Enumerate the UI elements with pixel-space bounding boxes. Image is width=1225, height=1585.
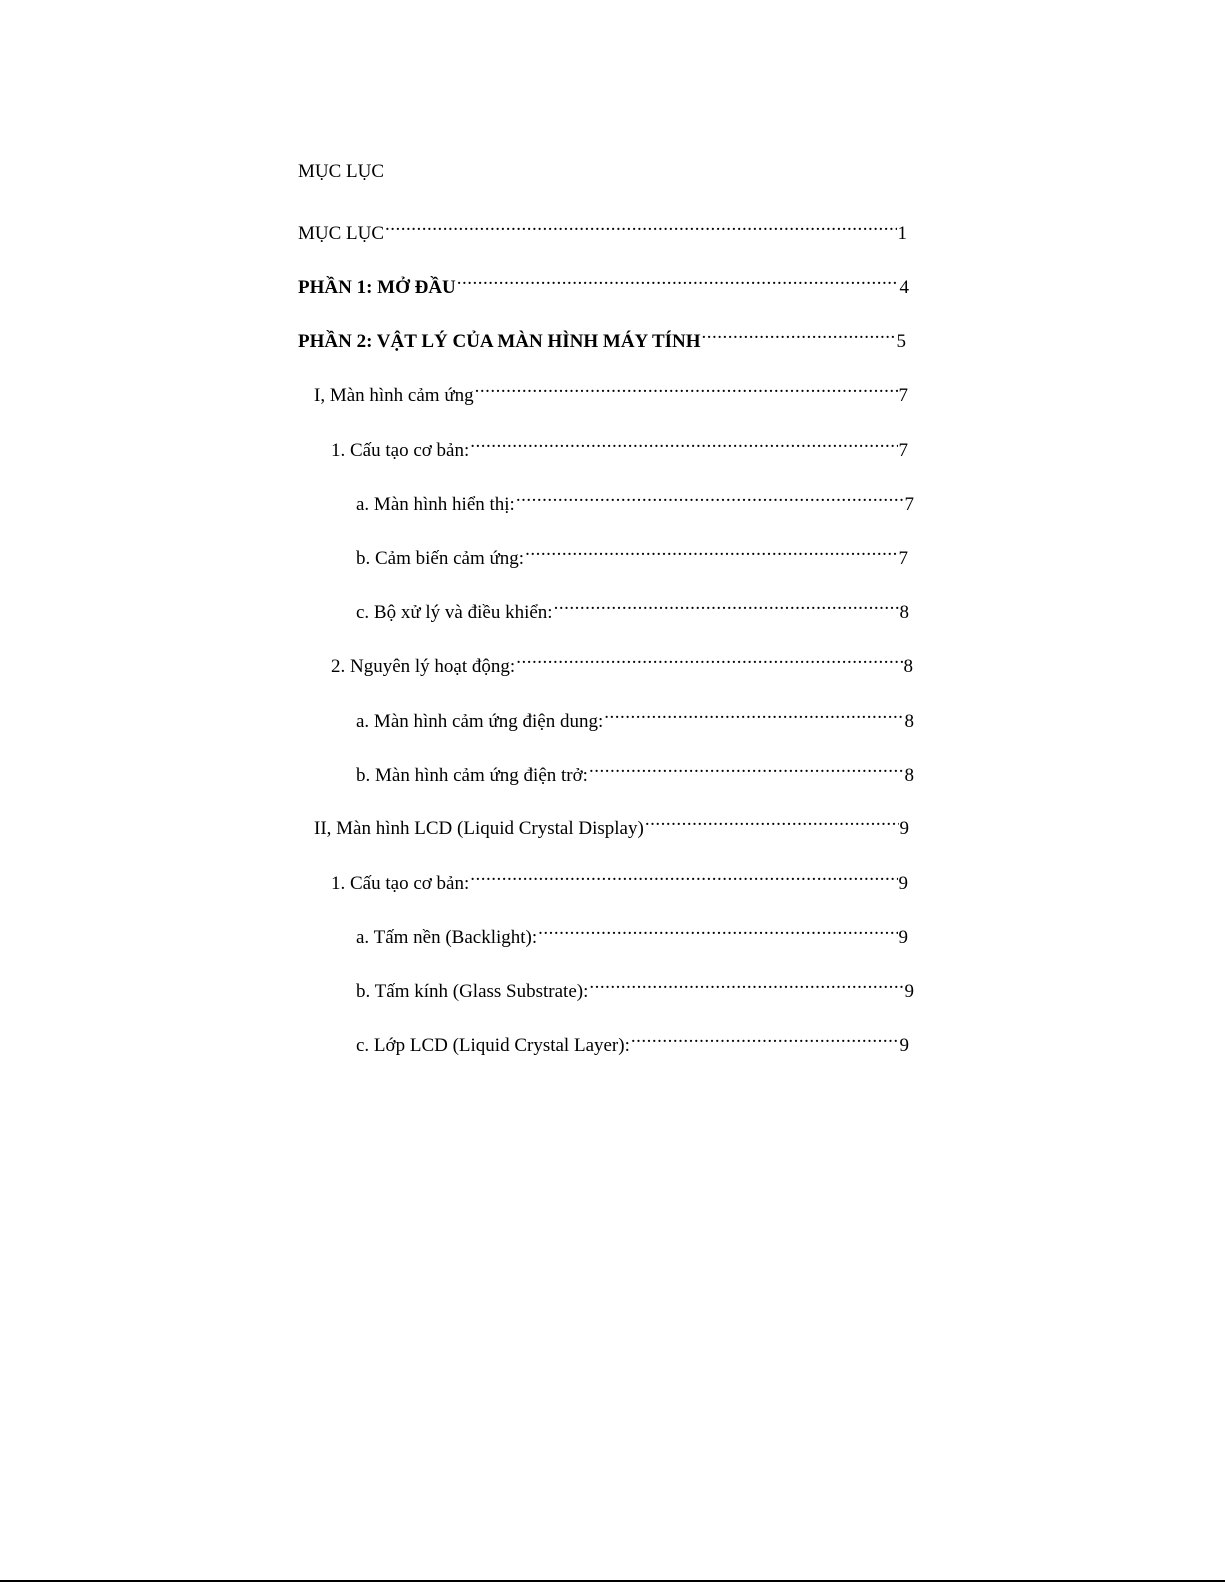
toc-entry[interactable] xyxy=(356,482,914,515)
toc-dot-leader xyxy=(631,1023,899,1051)
toc-entry-label: c. Lớp LCD (Liquid Crystal Layer): xyxy=(356,1035,630,1056)
toc-dot-leader xyxy=(554,590,899,618)
toc-dot-leader xyxy=(470,861,897,889)
toc-page-number: 9 xyxy=(899,818,909,839)
toc-entry[interactable] xyxy=(356,699,914,732)
toc-entry-label: 1. Cấu tạo cơ bản: xyxy=(331,873,470,894)
toc-entry[interactable] xyxy=(314,806,909,839)
toc-entry-label: I, Màn hình cảm ứng xyxy=(314,385,474,406)
toc-entry-label: b. Tấm kính (Glass Substrate): xyxy=(356,981,589,1002)
toc-page-number: 1 xyxy=(897,223,907,244)
toc-entry[interactable] xyxy=(314,373,908,406)
toc-entry[interactable] xyxy=(298,211,907,244)
toc-page-number: 9 xyxy=(898,927,908,948)
toc-page-number: 5 xyxy=(896,331,906,352)
toc-entry[interactable] xyxy=(356,915,908,948)
toc-dot-leader xyxy=(516,482,904,510)
toc-entry-label: PHẦN 1: MỞ ĐẦU xyxy=(298,277,456,298)
toc-entry[interactable] xyxy=(331,644,913,677)
toc-entry-label: 2. Nguyên lý hoạt động: xyxy=(331,656,516,677)
toc-entry[interactable] xyxy=(298,319,906,352)
toc-entry[interactable] xyxy=(356,590,909,623)
toc-entry[interactable] xyxy=(331,428,908,461)
toc-entry-label: b. Màn hình cảm ứng điện trở: xyxy=(356,765,588,786)
toc-page-number: 9 xyxy=(899,1035,909,1056)
toc-page-number: 8 xyxy=(904,711,914,732)
toc-page-number: 8 xyxy=(899,602,909,623)
toc-entry-label: MỤC LỤC xyxy=(298,223,385,244)
toc-dot-leader xyxy=(457,265,899,293)
toc-entry-label: c. Bộ xử lý và điều khiển: xyxy=(356,602,553,623)
toc-dot-leader xyxy=(538,915,897,943)
toc-page-number: 7 xyxy=(898,548,908,569)
toc-entry[interactable] xyxy=(331,861,908,894)
toc-dot-leader xyxy=(516,644,902,672)
toc-entry[interactable] xyxy=(356,969,914,1002)
toc-entry-label: a. Tấm nền (Backlight): xyxy=(356,927,538,948)
toc-page-number: 7 xyxy=(904,494,914,515)
toc-dot-leader xyxy=(385,211,896,239)
toc-entry[interactable] xyxy=(298,265,909,298)
page-bottom-divider xyxy=(0,1580,1225,1582)
toc-dot-leader xyxy=(475,373,898,401)
toc-entry[interactable] xyxy=(356,536,908,569)
toc-entry[interactable] xyxy=(356,753,914,786)
toc-page-number: 4 xyxy=(899,277,909,298)
toc-dot-leader xyxy=(645,806,899,834)
toc-dot-leader xyxy=(604,699,903,727)
toc-entry-label: b. Cảm biến cảm ứng: xyxy=(356,548,525,569)
toc-page-number: 9 xyxy=(904,981,914,1002)
toc-entry-label: II, Màn hình LCD (Liquid Crystal Display) xyxy=(314,818,644,839)
toc-entry-label: a. Màn hình cảm ứng điện dung: xyxy=(356,711,604,732)
toc-dot-leader xyxy=(525,536,897,564)
toc-page-number: 8 xyxy=(904,765,914,786)
toc-entry-label: 1. Cấu tạo cơ bản: xyxy=(331,440,470,461)
toc-dot-leader xyxy=(702,319,896,347)
toc-entry-label: PHẦN 2: VẬT LÝ CỦA MÀN HÌNH MÁY TÍNH xyxy=(298,331,701,352)
toc-entry[interactable] xyxy=(356,1023,909,1056)
toc-heading: MỤC LỤC xyxy=(298,161,385,182)
toc-dot-leader xyxy=(589,753,904,781)
toc-entry-label: a. Màn hình hiển thị: xyxy=(356,494,515,515)
toc-page-number: 7 xyxy=(898,440,908,461)
toc-page-number: 8 xyxy=(903,656,913,677)
toc-dot-leader xyxy=(589,969,903,997)
toc-page-number: 9 xyxy=(898,873,908,894)
toc-page-number: 7 xyxy=(898,385,908,406)
toc-dot-leader xyxy=(470,428,897,456)
